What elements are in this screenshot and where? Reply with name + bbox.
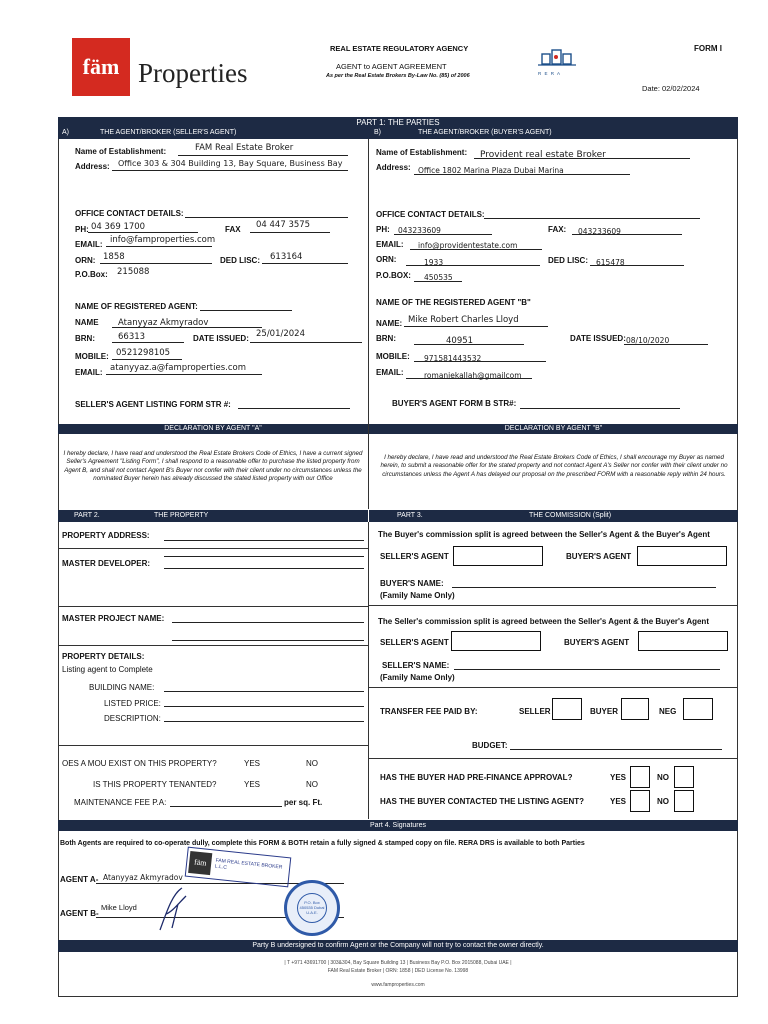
declaration-a-title: DECLARATION BY AGENT "A" <box>164 425 262 432</box>
seller-fax-label: FAX <box>225 225 241 234</box>
budget-label: BUDGET: <box>472 741 508 750</box>
buyer-pobox-label: P.O.BOX: <box>376 271 411 280</box>
part1-b-letter: B) <box>374 129 381 136</box>
contacted-yes-label: YES <box>610 797 627 806</box>
part4-title: Part 4. Signatures <box>369 822 427 829</box>
tenanted-question: IS THIS PROPERTY TENANTED? <box>93 780 217 789</box>
seller-brn-value: 66313 <box>118 332 146 342</box>
mou-no[interactable]: NO <box>306 759 318 768</box>
transfer-seller-label: SELLER <box>519 707 551 716</box>
seller-ph-value: 04 369 1700 <box>91 222 146 232</box>
form-date: Date: 02/02/2024 <box>642 84 700 93</box>
seller-agent-email-value: atanyyaz.a@famproperties.com <box>110 363 246 373</box>
buyer-orn-value: 1933 <box>424 258 444 267</box>
footer-bar <box>58 940 738 952</box>
master-project-label: MASTER PROJECT NAME: <box>62 614 165 623</box>
buyer-mobile-label: MOBILE: <box>376 352 410 361</box>
seller-name-value: Atanyyaz Akmyradov <box>118 318 209 328</box>
part1-a-title: THE AGENT/BROKER (SELLER'S AGENT) <box>100 129 237 136</box>
tenanted-yes[interactable]: YES <box>244 780 261 789</box>
transfer-buyer-box[interactable] <box>621 698 649 720</box>
seller-orn-value: 1858 <box>103 252 125 262</box>
part3-num: PART 3. <box>397 512 423 519</box>
company-seal <box>284 880 340 936</box>
part2-num: PART 2. <box>74 512 100 519</box>
contacted-no-label: NO <box>657 797 669 806</box>
seller-issued-value: 25/01/2024 <box>256 329 305 339</box>
preapproval-yes-label: YES <box>610 773 627 782</box>
seller-ph-label: PH: <box>75 225 89 234</box>
footer-bar-text: Party B undersigned to confirm Agent or the Company will not try to contact the owner directly. <box>252 942 544 949</box>
transfer-buyer-label: BUYER <box>590 707 619 716</box>
part1-bar <box>58 117 738 139</box>
seller-family-note: (Family Name Only) <box>380 673 455 682</box>
seller-str-label: SELLER'S AGENT LISTING FORM STR #: <box>75 400 231 409</box>
buyer-brn-label: BRN: <box>376 334 396 343</box>
preapproval-no-label: NO <box>657 773 669 782</box>
seller-ded-label: DED LISC: <box>220 256 260 265</box>
buyer-issued-label: DATE ISSUED: <box>570 334 626 343</box>
contacted-question: HAS THE BUYER CONTACTED THE LISTING AGENT? <box>380 797 584 806</box>
buyer-fax-value: 043233609 <box>578 227 621 236</box>
buyer-ded-value: 615478 <box>596 258 625 267</box>
agency-name: REAL ESTATE REGULATORY AGENCY <box>330 44 469 53</box>
declaration-b-bar <box>369 424 738 434</box>
property-address-label: PROPERTY ADDRESS: <box>62 531 150 540</box>
seller-pobox-label: P.O.Box: <box>75 270 108 279</box>
part2-bar <box>58 510 368 522</box>
buyer-split-buyer-box[interactable] <box>637 546 727 566</box>
buyer-ph-value: 043233609 <box>398 226 441 235</box>
seller-brn-label: BRN: <box>75 334 95 343</box>
buyer-brn-value: 40951 <box>446 336 474 346</box>
master-developer-label: MASTER DEVELOPER: <box>62 559 151 568</box>
transfer-seller-box[interactable] <box>552 698 582 720</box>
seller-contact-label: OFFICE CONTACT DETAILS: <box>75 209 184 218</box>
maintenance-fee-unit: per sq. Ft. <box>284 798 323 807</box>
stamp-text: FAM REAL ESTATE BROKER L.L.C <box>214 857 283 871</box>
buyer-pobox-value: 450535 <box>424 273 453 282</box>
buyer-orn-label: ORN: <box>376 255 397 264</box>
preapproval-question: HAS THE BUYER HAD PRE-FINANCE APPROVAL? <box>380 773 573 782</box>
part3-title: THE COMMISSION (Split) <box>529 512 612 519</box>
seller-agent-email-label: EMAIL: <box>75 368 103 377</box>
buyer-name-label-p3: BUYER'S NAME: <box>380 579 444 588</box>
part-divider <box>368 522 369 819</box>
buyer-agent-email-label: EMAIL: <box>376 368 404 377</box>
buyer-agent-label: NAME OF THE REGISTERED AGENT "B" <box>376 298 531 307</box>
seller-establishment-value: FAM Real Estate Broker <box>195 143 294 153</box>
footer-line-2: FAM Real Estate Broker | ORN: 1858 | DED License No. 13998 <box>327 968 469 974</box>
footer-line-1: | T +971 43691700 | 303&304, Bay Square Building 13 | Business Bay P.O. Box 2015088, Dubai UAE | <box>284 960 512 966</box>
buyer-split-buyer-agent: BUYER'S AGENT <box>566 552 632 561</box>
seller-split-seller-agent: SELLER'S AGENT <box>380 638 449 647</box>
buyer-ded-label: DED LISC: <box>548 256 588 265</box>
part1-a-letter: A) <box>62 129 69 136</box>
seal-text: P.O. Box 450535 Dubai U.A.E. <box>299 900 325 915</box>
buyer-contact-label: OFFICE CONTACT DETAILS: <box>376 210 485 219</box>
agent-b-label: AGENT B- <box>60 909 99 918</box>
rera-label: R E R A <box>538 71 562 76</box>
transfer-neg-label: NEG <box>659 707 677 716</box>
buyer-name-value: Mike Robert Charles Lloyd <box>408 315 519 325</box>
agent-b-signature-icon <box>152 884 192 934</box>
seller-establishment-label: Name of Establishment: <box>75 147 167 156</box>
tenanted-no[interactable]: NO <box>306 780 318 789</box>
agent-a-value: Atanyyaz Akmyradov <box>103 873 183 882</box>
seller-address-label: Address: <box>75 162 110 171</box>
part4-bar <box>58 820 738 831</box>
seller-split-buyer-box[interactable] <box>638 631 728 651</box>
seller-split-text: The Seller's commission split is agreed between the Seller's Agent & the Buyer's Agent <box>378 617 709 626</box>
building-name-label: BUILDING NAME: <box>89 683 155 692</box>
listing-note: Listing agent to Complete <box>62 665 153 674</box>
seller-split-seller-box[interactable] <box>451 631 541 651</box>
buyer-issued-value: 08/10/2020 <box>626 336 670 345</box>
part1-title: PART 1: THE PARTIES <box>356 118 440 127</box>
form-number: FORM I <box>694 44 722 53</box>
buyer-family-note: (Family Name Only) <box>380 591 455 600</box>
listed-price-label: LISTED PRICE: <box>104 699 161 708</box>
buyer-split-seller-box[interactable] <box>453 546 543 566</box>
seller-address-value: Office 303 & 304 Building 13, Bay Square, Business Bay <box>118 159 343 168</box>
seller-fax-value: 04 447 3575 <box>256 220 311 230</box>
seller-mobile-label: MOBILE: <box>75 352 109 361</box>
seller-ded-value: 613164 <box>270 252 303 262</box>
bylaw-note: As per the Real Estate Brokers By-Law No. (85) of 2006 <box>326 73 470 79</box>
rera-logo <box>536 48 578 78</box>
seller-issued-label: DATE ISSUED: <box>193 334 249 343</box>
seller-orn-label: ORN: <box>75 256 96 265</box>
seller-email-label: EMAIL: <box>75 240 103 249</box>
buyer-str-label: BUYER'S AGENT FORM B STR#: <box>392 399 517 408</box>
logo-text: Properties <box>138 58 248 88</box>
buyer-split-text: The Buyer's commission split is agreed between the Seller's Agent & the Buyer's Agent <box>378 530 710 539</box>
buyer-address-value: Office 1802 Marina Plaza Dubai Marina <box>418 166 564 175</box>
buyer-establishment-value: Provident real estate Broker <box>480 150 606 160</box>
description-label: DESCRIPTION: <box>104 714 161 723</box>
property-details-label: PROPERTY DETAILS: <box>62 652 145 661</box>
footer-website[interactable]: www.famproperties.com <box>371 982 425 988</box>
stamp-logo-icon: fäm <box>188 851 212 875</box>
column-divider <box>368 139 369 509</box>
agent-b-value: Mike Lloyd <box>101 903 137 912</box>
buyer-establishment-label: Name of Establishment: <box>376 148 468 157</box>
mou-yes[interactable]: YES <box>244 759 261 768</box>
form-title: AGENT to AGENT AGREEMENT <box>336 62 447 71</box>
preapproval-yes-box[interactable] <box>630 766 650 788</box>
contacted-yes-box[interactable] <box>630 790 650 812</box>
seller-mobile-value: 0521298105 <box>116 348 171 358</box>
declaration-b-text: I hereby declare, I have read and understood the Real Estate Brokers Code of Ethics, I shall encourage my Buyer as named herein, to submit a reasonable offer for the stated property and not contact Agent A's Seller nor confer with their client under no circumstances unless the Agent A has delayed our proposal on the prescribed FORM with a reasonable reply within 24 hours. <box>380 454 728 478</box>
seller-email-value: info@famproperties.com <box>110 235 216 245</box>
declaration-b-title: DECLARATION BY AGENT "B" <box>504 425 603 432</box>
signature-notice: Both Agents are required to co-operate dully, complete this FORM & BOTH retain a fully signed & stamped copy on file. RERA DRS is available to both Parties <box>60 840 585 847</box>
part1-b-title: THE AGENT/BROKER (BUYER'S AGENT) <box>418 129 552 136</box>
transfer-neg-box[interactable] <box>683 698 713 720</box>
seller-split-buyer-agent: BUYER'S AGENT <box>564 638 630 647</box>
part3-bar <box>369 510 738 522</box>
buyer-mobile-value: 971581443532 <box>424 354 482 363</box>
seller-agent-label: NAME OF REGISTERED AGENT: <box>75 302 198 311</box>
maintenance-fee-label: MAINTENANCE FEE P.A: <box>74 798 167 807</box>
declaration-a-bar <box>58 424 368 434</box>
preapproval-no-box[interactable] <box>674 766 694 788</box>
buyer-ph-label: PH: <box>376 225 390 234</box>
mou-question: OES A MOU EXIST ON THIS PROPERTY? <box>62 759 217 768</box>
buyer-agent-email-value: romaniekallah@gmailcom <box>424 371 522 380</box>
declaration-a-text: I hereby declare, I have read and understood the Real Estate Brokers Code of Ethics, I have a current signed Seller's Agreement "Listing Form", I shall respond to a reasonable offer to purchase the listed property from Agent B, and shall not contact Agent B's Buyer nor confer with their client under no circumstances unless the nominated Buyer herein has already discussed the stated listed property with our Office <box>63 450 363 482</box>
rera-emblem-icon <box>536 48 578 70</box>
logo-mark: fäm <box>72 38 130 96</box>
agent-a-label: AGENT A- <box>60 875 99 884</box>
buyer-fax-label: FAX: <box>548 225 567 234</box>
buyer-name-label: NAME: <box>376 319 403 328</box>
buyer-address-label: Address: <box>376 163 411 172</box>
seller-name-label-p3: SELLER'S NAME: <box>382 661 450 670</box>
buyer-email-label: EMAIL: <box>376 240 404 249</box>
seller-name-label: NAME <box>75 318 99 327</box>
seller-pobox-value: 215088 <box>117 267 150 277</box>
buyer-split-seller-agent: SELLER'S AGENT <box>380 552 449 561</box>
company-logo <box>72 38 262 98</box>
contacted-no-box[interactable] <box>674 790 694 812</box>
part2-title: THE PROPERTY <box>154 512 209 519</box>
buyer-email-value: info@providentestate.com <box>418 241 518 250</box>
transfer-fee-label: TRANSFER FEE PAID BY: <box>380 707 478 716</box>
